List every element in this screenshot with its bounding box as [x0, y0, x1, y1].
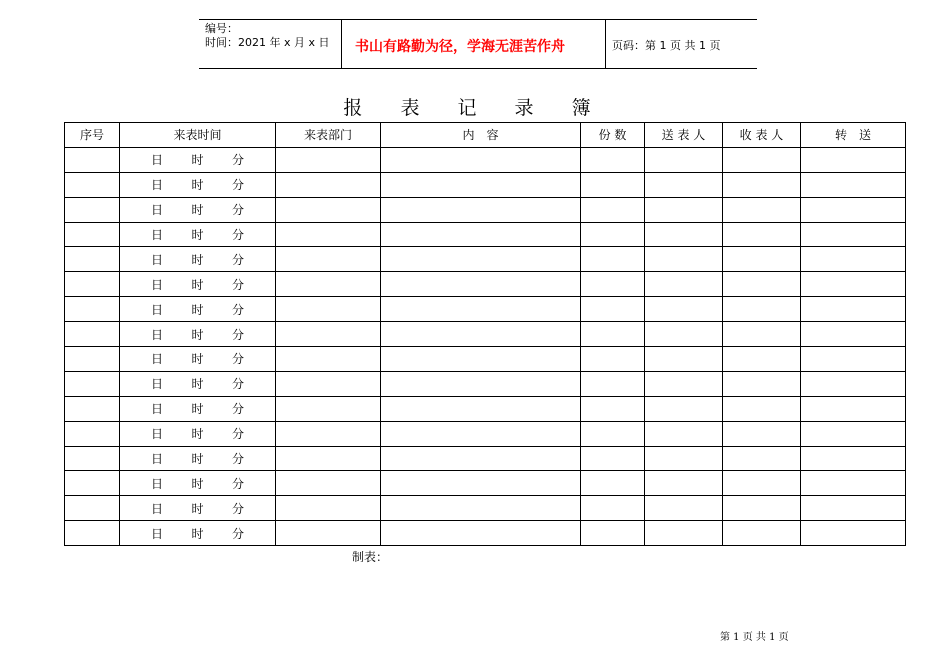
cell-sender[interactable]: [645, 222, 723, 247]
cell-content[interactable]: [381, 147, 581, 172]
table-row: [65, 297, 906, 322]
time-unit-label: 时: [191, 452, 204, 467]
time-unit-label: 日: [151, 228, 164, 242]
cell-dept[interactable]: [276, 347, 381, 372]
time-unit-label: 分: [231, 501, 244, 516]
cell-receiver[interactable]: [723, 521, 801, 546]
time-unit-label: 分: [231, 352, 244, 367]
time-unit-label: 分: [231, 178, 244, 193]
cell-content[interactable]: [381, 421, 581, 446]
cell-time[interactable]: [120, 446, 276, 471]
time-units: [120, 201, 275, 218]
time-unit-label: 分: [231, 526, 244, 541]
time-unit-label: 时: [191, 228, 204, 242]
table-row: [65, 421, 906, 446]
time-unit-label: 分: [231, 252, 244, 267]
cell-time[interactable]: [120, 347, 276, 372]
cell-content[interactable]: [381, 371, 581, 396]
cell-dept[interactable]: [276, 322, 381, 347]
time-unit-label: 日: [151, 452, 164, 467]
cell-dept[interactable]: [276, 521, 381, 546]
cell-forward[interactable]: [801, 371, 906, 396]
col-header-receiver: 收 表 人: [723, 123, 801, 148]
time-units: [120, 450, 275, 467]
cell-receiver[interactable]: [723, 222, 801, 247]
cell-receiver[interactable]: [723, 297, 801, 322]
cell-forward[interactable]: [801, 172, 906, 197]
cell-sender[interactable]: [645, 297, 723, 322]
cell-dept[interactable]: [276, 297, 381, 322]
cell-receiver[interactable]: [723, 446, 801, 471]
time-unit-label: 日: [151, 302, 164, 317]
cell-index[interactable]: [65, 272, 120, 297]
table-row: [65, 197, 906, 222]
cell-content[interactable]: [381, 247, 581, 272]
time-unit-label: 分: [231, 402, 244, 417]
cell-index[interactable]: [65, 247, 120, 272]
time-units: [120, 350, 275, 367]
table-row: [65, 247, 906, 272]
time-units: [120, 326, 275, 343]
cell-content[interactable]: [381, 222, 581, 247]
time-unit-label: 分: [231, 203, 244, 218]
cell-receiver[interactable]: [723, 347, 801, 372]
header-page-info: 页码：第 1 页 共 1 页: [612, 39, 721, 52]
cell-receiver[interactable]: [723, 147, 801, 172]
time-unit-label: 时: [191, 377, 204, 392]
col-header-dept: 来表部门: [276, 123, 381, 148]
cell-content[interactable]: [381, 197, 581, 222]
cell-forward[interactable]: [801, 247, 906, 272]
header-meta: [205, 22, 330, 50]
time-unit-label: 时: [191, 501, 204, 516]
time-unit-label: 分: [231, 302, 244, 317]
cell-content[interactable]: [381, 496, 581, 521]
cell-index[interactable]: [65, 147, 120, 172]
time-unit-label: 时: [191, 427, 204, 442]
cell-time[interactable]: [120, 322, 276, 347]
cell-time[interactable]: [120, 222, 276, 247]
cell-index[interactable]: [65, 222, 120, 247]
table-row: [65, 272, 906, 297]
cell-index[interactable]: [65, 521, 120, 546]
footer-page-number: 第 1 页 共 1 页: [720, 632, 789, 643]
cell-sender[interactable]: [645, 172, 723, 197]
cell-index[interactable]: [65, 496, 120, 521]
cell-time[interactable]: [120, 197, 276, 222]
cell-copies[interactable]: [581, 396, 645, 421]
cell-dept[interactable]: [276, 496, 381, 521]
cell-forward[interactable]: [801, 347, 906, 372]
cell-receiver[interactable]: [723, 247, 801, 272]
cell-copies[interactable]: [581, 471, 645, 496]
cell-sender[interactable]: [645, 347, 723, 372]
cell-copies[interactable]: [581, 347, 645, 372]
cell-content[interactable]: [381, 297, 581, 322]
cell-time[interactable]: [120, 396, 276, 421]
col-header-time: 来表时间: [120, 123, 276, 148]
cell-index[interactable]: [65, 322, 120, 347]
table-row: [65, 322, 906, 347]
cell-sender[interactable]: [645, 371, 723, 396]
table-header-row: [65, 123, 906, 148]
cell-time[interactable]: [120, 421, 276, 446]
col-header-sender: 送 表 人: [645, 123, 723, 148]
cell-dept[interactable]: [276, 396, 381, 421]
time-unit-label: 时: [191, 203, 204, 218]
maker-label: 制表：: [352, 550, 389, 564]
cell-forward[interactable]: [801, 197, 906, 222]
cell-copies[interactable]: [581, 272, 645, 297]
time-units: [120, 276, 275, 293]
cell-forward[interactable]: [801, 297, 906, 322]
time-units: [120, 301, 275, 318]
cell-index[interactable]: [65, 172, 120, 197]
cell-sender[interactable]: [645, 197, 723, 222]
time-unit-label: 分: [231, 476, 244, 491]
cell-sender[interactable]: [645, 247, 723, 272]
cell-copies[interactable]: [581, 496, 645, 521]
time-unit-label: 日: [151, 501, 164, 516]
time-unit-label: 时: [191, 252, 204, 267]
cell-receiver[interactable]: [723, 322, 801, 347]
table-row: [65, 172, 906, 197]
cell-forward[interactable]: [801, 222, 906, 247]
cell-forward[interactable]: [801, 322, 906, 347]
cell-dept[interactable]: [276, 147, 381, 172]
cell-index[interactable]: [65, 197, 120, 222]
table-row: [65, 222, 906, 247]
time-unit-label: 日: [151, 203, 164, 218]
cell-sender[interactable]: [645, 147, 723, 172]
table-row: [65, 147, 906, 172]
cell-content[interactable]: [381, 521, 581, 546]
time-unit-label: 分: [231, 377, 244, 392]
time-unit-label: 分: [231, 327, 244, 342]
cell-dept[interactable]: [276, 421, 381, 446]
time-units: [120, 151, 275, 168]
record-table: [64, 122, 906, 546]
cell-copies[interactable]: [581, 371, 645, 396]
cell-sender[interactable]: [645, 446, 723, 471]
cell-forward[interactable]: [801, 471, 906, 496]
cell-receiver[interactable]: [723, 496, 801, 521]
cell-time[interactable]: [120, 297, 276, 322]
time-units: [120, 525, 275, 542]
cell-copies[interactable]: [581, 322, 645, 347]
cell-forward[interactable]: [801, 496, 906, 521]
time-unit-label: 分: [231, 427, 244, 442]
time-unit-label: 时: [191, 277, 204, 292]
time-unit-label: 时: [191, 352, 204, 367]
cell-sender[interactable]: [645, 396, 723, 421]
cell-index[interactable]: [65, 297, 120, 322]
cell-receiver[interactable]: [723, 272, 801, 297]
cell-index[interactable]: [65, 446, 120, 471]
cell-copies[interactable]: [581, 521, 645, 546]
cell-content[interactable]: [381, 322, 581, 347]
cell-copies[interactable]: [581, 147, 645, 172]
cell-copies[interactable]: [581, 222, 645, 247]
cell-time[interactable]: [120, 471, 276, 496]
header-divider: [605, 20, 606, 68]
time-label: 时间：2021 年 x 月 x 日: [205, 36, 330, 49]
table-row: [65, 496, 906, 521]
cell-copies[interactable]: [581, 421, 645, 446]
cell-dept[interactable]: [276, 371, 381, 396]
time-unit-label: 分: [231, 228, 244, 242]
cell-forward[interactable]: [801, 272, 906, 297]
time-unit-label: 时: [191, 327, 204, 342]
cell-time[interactable]: [120, 496, 276, 521]
cell-content[interactable]: [381, 446, 581, 471]
time-unit-label: 日: [151, 327, 164, 342]
cell-index[interactable]: [65, 396, 120, 421]
cell-receiver[interactable]: [723, 172, 801, 197]
cell-forward[interactable]: [801, 521, 906, 546]
cell-content[interactable]: [381, 272, 581, 297]
cell-sender[interactable]: [645, 322, 723, 347]
cell-receiver[interactable]: [723, 371, 801, 396]
cell-index[interactable]: [65, 371, 120, 396]
cell-forward[interactable]: [801, 147, 906, 172]
cell-sender[interactable]: [645, 521, 723, 546]
col-header-copies: 份 数: [581, 123, 645, 148]
cell-copies[interactable]: [581, 197, 645, 222]
time-unit-label: 分: [231, 153, 244, 168]
time-unit-label: 分: [231, 452, 244, 467]
cell-dept[interactable]: [276, 222, 381, 247]
cell-sender[interactable]: [645, 471, 723, 496]
cell-forward[interactable]: [801, 421, 906, 446]
table-row: [65, 446, 906, 471]
time-unit-label: 日: [151, 178, 164, 193]
document-header: [199, 19, 757, 69]
time-unit-label: 时: [191, 526, 204, 541]
col-header-index: 序号: [65, 123, 120, 148]
header-motto: 书山有路勤为径，学海无涯苦作舟: [355, 39, 565, 55]
time-units: [120, 475, 275, 492]
cell-sender[interactable]: [645, 496, 723, 521]
time-unit-label: 时: [191, 476, 204, 491]
cell-receiver[interactable]: [723, 396, 801, 421]
header-divider: [341, 20, 342, 68]
time-unit-label: 时: [191, 402, 204, 417]
cell-content[interactable]: [381, 396, 581, 421]
time-unit-label: 时: [191, 178, 204, 193]
col-header-content: 内 容: [381, 123, 581, 148]
cell-content[interactable]: [381, 471, 581, 496]
time-units: [120, 400, 275, 417]
cell-content[interactable]: [381, 172, 581, 197]
time-unit-label: 日: [151, 277, 164, 292]
table-row: [65, 471, 906, 496]
time-units: [120, 176, 275, 193]
cell-dept[interactable]: [276, 197, 381, 222]
cell-copies[interactable]: [581, 446, 645, 471]
page-title: 报 表 记 录 簿: [343, 97, 607, 119]
table-row: [65, 396, 906, 421]
cell-time[interactable]: [120, 371, 276, 396]
time-unit-label: 时: [191, 153, 204, 168]
time-unit-label: 日: [151, 526, 164, 541]
time-units: [120, 251, 275, 268]
cell-content[interactable]: [381, 347, 581, 372]
cell-receiver[interactable]: [723, 197, 801, 222]
cell-index[interactable]: [65, 421, 120, 446]
cell-dept[interactable]: [276, 471, 381, 496]
cell-copies[interactable]: [581, 247, 645, 272]
cell-forward[interactable]: [801, 396, 906, 421]
cell-receiver[interactable]: [723, 421, 801, 446]
cell-dept[interactable]: [276, 172, 381, 197]
table-row: [65, 347, 906, 372]
cell-time[interactable]: [120, 172, 276, 197]
cell-index[interactable]: [65, 347, 120, 372]
cell-time[interactable]: [120, 272, 276, 297]
time-unit-label: 日: [151, 377, 164, 392]
cell-copies[interactable]: [581, 172, 645, 197]
time-unit-label: 分: [231, 277, 244, 292]
table-row: [65, 521, 906, 546]
cell-dept[interactable]: [276, 247, 381, 272]
time-unit-label: 日: [151, 352, 164, 367]
cell-forward[interactable]: [801, 446, 906, 471]
cell-dept[interactable]: [276, 272, 381, 297]
cell-time[interactable]: [120, 247, 276, 272]
cell-copies[interactable]: [581, 297, 645, 322]
time-unit-label: 日: [151, 402, 164, 417]
time-units: [120, 226, 275, 243]
col-header-forward: 转 送: [801, 123, 906, 148]
cell-time[interactable]: [120, 147, 276, 172]
time-unit-label: 日: [151, 252, 164, 267]
cell-dept[interactable]: [276, 446, 381, 471]
time-unit-label: 时: [191, 302, 204, 317]
cell-index[interactable]: [65, 471, 120, 496]
cell-receiver[interactable]: [723, 471, 801, 496]
time-units: [120, 425, 275, 442]
time-unit-label: 日: [151, 476, 164, 491]
cell-time[interactable]: [120, 521, 276, 546]
cell-sender[interactable]: [645, 272, 723, 297]
time-units: [120, 375, 275, 392]
time-unit-label: 日: [151, 427, 164, 442]
table-row: [65, 371, 906, 396]
time-units: [120, 500, 275, 517]
number-label: 编号：: [205, 22, 238, 35]
time-unit-label: 日: [151, 153, 164, 168]
cell-sender[interactable]: [645, 421, 723, 446]
